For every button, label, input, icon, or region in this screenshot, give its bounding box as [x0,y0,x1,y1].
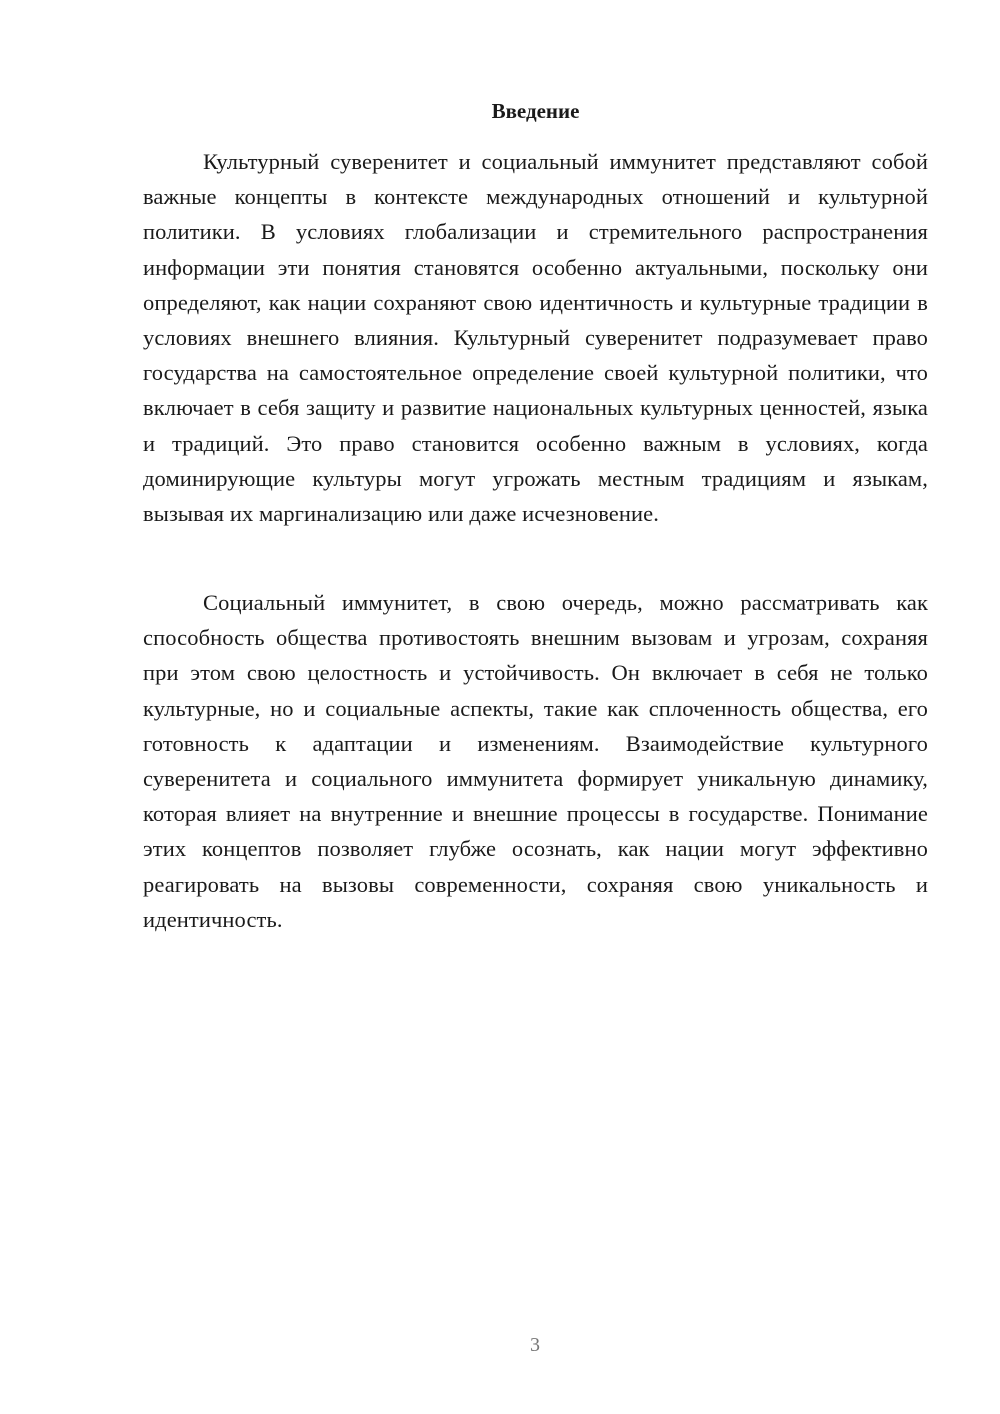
paragraph-block-2 [143,585,928,937]
paragraph-block-1 [143,144,928,531]
page-number: 3 [530,1334,540,1356]
page-title: Введение [491,99,580,123]
paragraph-1: Культурный суверенитет и социальный иммунитет представляют собой важные концепты в контексте международных отношений и культурной политики. В условиях глобализации и стремительного распространения информации эти понятия становятся особенно актуальными, поскольку они определяют, как нации сохраняют свою идентичность и культурные традиции в условиях внешнего влияния. Культурный суверенитет подразумевает право государства на самостоятельное определение своей культурной политики, что включает в себя защиту и развитие национальных культурных ценностей, языка и традиций. Это право становится особенно важным в условиях, когда доминирующие культуры могут угрожать местным традициям и языкам, вызывая их маргинализацию или даже исчезновение. [143,149,928,527]
paragraph-2: Социальный иммунитет, в свою очередь, можно рассматривать как способность общества противостоять внешним вызовам и угрозам, сохраняя при этом свою целостность и устойчивость. Он включает в себя не только культурные, но и социальные аспекты, такие как сплоченность общества, его готовность к адаптации и изменениям. Взаимодействие культурного суверенитета и социального иммунитета формирует уникальную динамику, которая влияет на внутренние и внешние процессы в государстве. Понимание этих концептов позволяет глубже осознать, как нации могут эффективно реагировать на вызовы современности, сохраняя свою уникальность и идентичность. [143,590,928,932]
